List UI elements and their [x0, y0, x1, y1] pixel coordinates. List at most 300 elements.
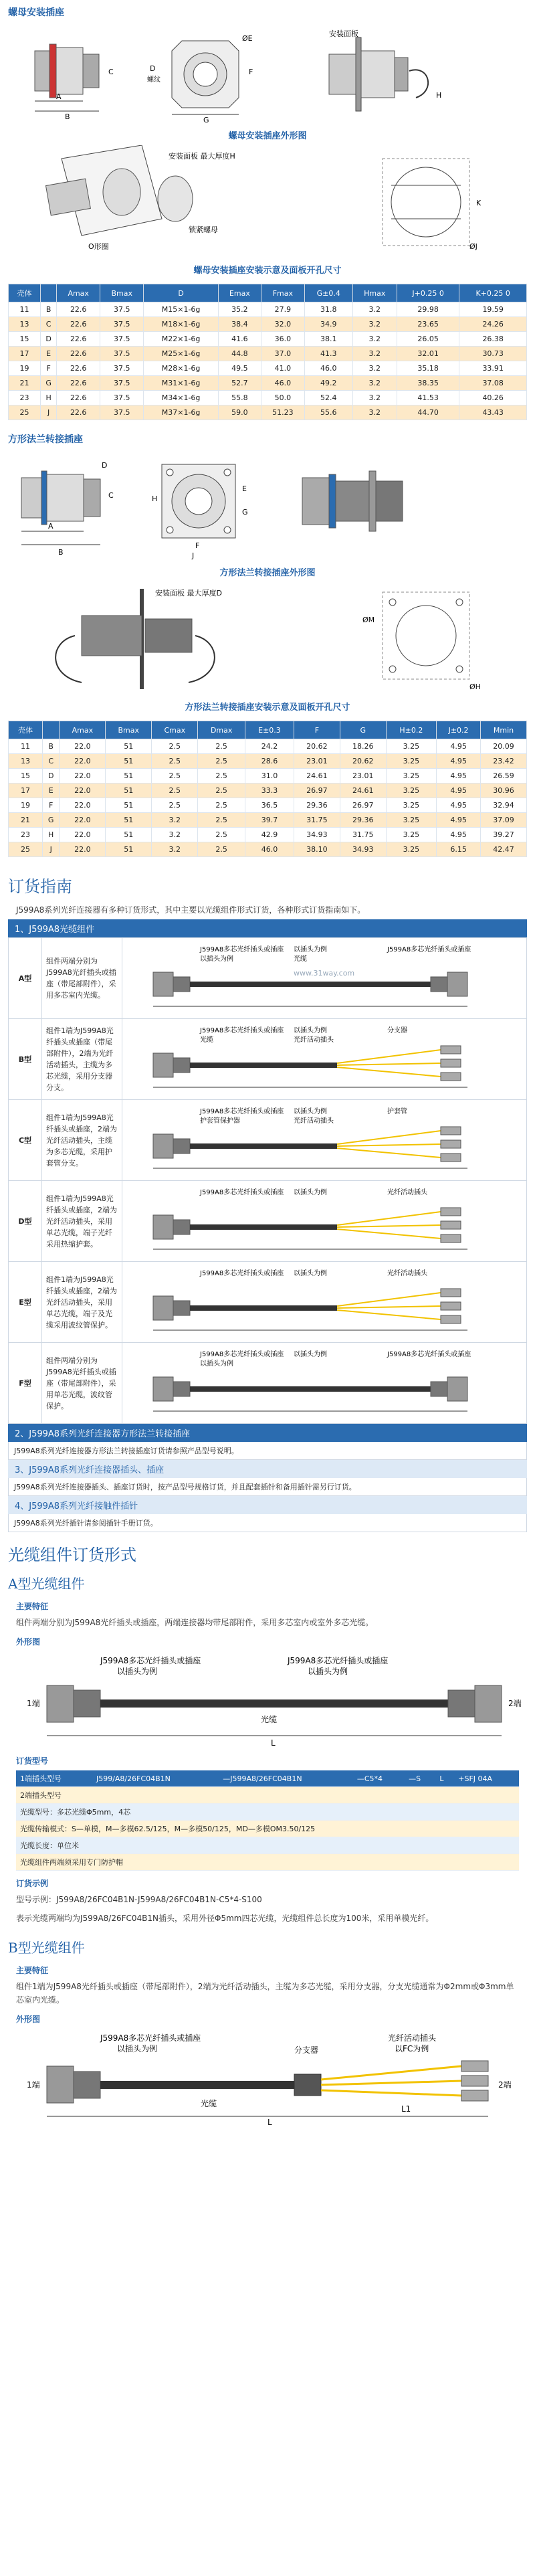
- label2-A: A: [48, 522, 54, 531]
- order-type-svg: [126, 1023, 501, 1093]
- a-figure-heading: 外形图: [16, 1637, 41, 1647]
- s1-cell: 3.2: [352, 317, 397, 332]
- order-type-svg: [126, 1266, 501, 1336]
- s1-cell: F: [41, 361, 57, 376]
- s2-cell: 51: [106, 784, 152, 798]
- order-type-note: 以插头为例: [294, 1189, 327, 1196]
- s1-cell: 3.2: [352, 361, 397, 376]
- s2-cell: 15: [9, 769, 43, 784]
- a-left-sub: 以插头为例: [117, 1667, 158, 1676]
- label2-E: E: [242, 484, 247, 493]
- s2-cell: 2.5: [198, 798, 245, 813]
- order-type-label: D型: [9, 1181, 42, 1262]
- s1-cell: 3.2: [352, 376, 397, 391]
- s2-row: [9, 813, 527, 828]
- s2-cell: 4.95: [437, 739, 481, 754]
- s2-header-4: Cmax: [152, 721, 198, 739]
- order-type-note: 以插头为例: [200, 1360, 233, 1368]
- s1-cell: 37.0: [261, 347, 304, 361]
- model-key-1: 2端插头型号: [16, 1787, 519, 1804]
- s2-header-1: [42, 721, 60, 739]
- s1-cell: 3.2: [352, 391, 397, 405]
- model-val3-0: —C5*4: [353, 1770, 405, 1787]
- s2-cell: 31.75: [340, 828, 386, 842]
- s2-cell: 42.9: [245, 828, 294, 842]
- s2-cell: 32.94: [481, 798, 527, 813]
- s2-cell: 24.2: [245, 739, 294, 754]
- s1-cell: 37.08: [459, 376, 527, 391]
- s1-cell: M28×1-6g: [144, 361, 219, 376]
- flange-install-diagram: [56, 588, 222, 689]
- s1-row: [9, 391, 527, 405]
- b-right-sub: 以FC为例: [395, 2044, 429, 2053]
- b-mid1: 分支器: [294, 2045, 319, 2055]
- s2-cell: 24.61: [340, 784, 386, 798]
- label-C: C: [108, 68, 114, 76]
- s2-cell: 18.26: [340, 739, 386, 754]
- order-type-desc: 组件两端分别为J599A8光纤插头或插座（带尾部附件），采用单芯光缆，波纹管保护。: [42, 1343, 122, 1424]
- s2-cell: 2.5: [152, 769, 198, 784]
- a-left-note: J599A8多芯光纤插头或插座: [100, 1656, 201, 1665]
- ordering-bar4-note: J599A8系列光纤插针请参阅插针手册订货。: [8, 1514, 527, 1532]
- s2-header-11: Mmin: [481, 721, 527, 739]
- order-type-row: [9, 1100, 527, 1181]
- b-type-title: B型光缆组件: [8, 1940, 85, 1956]
- s1-cell: E: [41, 347, 57, 361]
- s2-cell: 6.15: [437, 842, 481, 857]
- order-type-row: [9, 1343, 527, 1424]
- s1-cell: 38.4: [218, 317, 261, 332]
- model-val4-0: —S: [405, 1770, 435, 1787]
- model-key-2: 光缆型号：多芯光缆Φ5mm，4芯: [16, 1804, 519, 1821]
- s1-cell: 19: [9, 361, 41, 376]
- s2-cell: 3.25: [386, 798, 436, 813]
- s1-cell: 22.6: [57, 347, 100, 361]
- s2-cell: 4.95: [437, 784, 481, 798]
- s2-cell: 51: [106, 754, 152, 769]
- order-type-svg: [126, 1185, 501, 1255]
- order-type-note: 光缆: [200, 1036, 213, 1044]
- s2-header-8: G: [340, 721, 386, 739]
- s2-cell: 34.93: [294, 828, 340, 842]
- order-type-note: 以插头为例: [200, 955, 233, 963]
- s1-cell: J: [41, 405, 57, 420]
- s2-cell: 30.96: [481, 784, 527, 798]
- b-L: L: [268, 2118, 272, 2126]
- s1-cell: 22.6: [57, 332, 100, 347]
- s1-header-2: Amax: [57, 284, 100, 302]
- s2-cell: 4.95: [437, 798, 481, 813]
- order-type-note: 以插头为例: [294, 1027, 327, 1034]
- s2-row: [9, 828, 527, 842]
- s2-cell: 22.0: [60, 769, 106, 784]
- s2-cell: 26.97: [340, 798, 386, 813]
- s1-header-5: Emax: [218, 284, 261, 302]
- s1-cell: 22.6: [57, 302, 100, 317]
- nut-receptacle-panel-svg: [8, 145, 527, 259]
- order-type-row: [9, 1262, 527, 1343]
- s2-cell: 3.25: [386, 754, 436, 769]
- s2-header-3: Bmax: [106, 721, 152, 739]
- label2-H: H: [152, 494, 158, 503]
- ordering-bar2-note: J599A8系列光纤连接器方形法兰转接插座订货请参照产品型号说明。: [8, 1442, 527, 1460]
- s1-cell: 26.38: [459, 332, 527, 347]
- s1-cell: H: [41, 391, 57, 405]
- ordering-bar4: 4、J599A8系列光纤接触件插针: [8, 1496, 527, 1514]
- s1-cell: 38.1: [304, 332, 352, 347]
- label2-F: F: [195, 541, 200, 550]
- label-J: ØJ: [469, 242, 477, 251]
- s2-cell: 2.5: [198, 739, 245, 754]
- label-D-sub: 螺纹: [147, 76, 160, 84]
- order-type-label: A型: [9, 938, 42, 1019]
- s1-cell: 17: [9, 347, 41, 361]
- s1-cell: M37×1-6g: [144, 405, 219, 420]
- s2-cell: 39.7: [245, 813, 294, 828]
- model-val6-0: +SFJ 04A: [454, 1770, 519, 1787]
- s2-cell: 20.62: [294, 739, 340, 754]
- s1-header-7: G±0.4: [304, 284, 352, 302]
- label-D: D: [150, 64, 156, 73]
- order-type-svg: [126, 1347, 501, 1417]
- s1-cell: 19.59: [459, 302, 527, 317]
- order-type-svg: [126, 1104, 501, 1174]
- square-flange-outline-svg: [8, 451, 527, 561]
- s1-cell: 30.73: [459, 347, 527, 361]
- s2-cell: 3.2: [152, 828, 198, 842]
- order-type-desc: 组件1端为J599A8光纤插头或插座，2端为光纤活动插头，采用单芯光缆，端子光纤采用热缩护套。: [42, 1181, 122, 1262]
- s2-row: [9, 754, 527, 769]
- nut-receptacle-figure: [8, 24, 527, 280]
- model-row-3: [16, 1821, 519, 1837]
- section2-fig2-caption: 方形法兰转接插座安装示意及面板开孔尺寸: [185, 703, 350, 713]
- order-type-desc: 组件1端为J599A8光纤插头或插座，2端为光纤活动插头，采用单芯光缆，端子及光缆采用波纹管保护。: [42, 1262, 122, 1343]
- b-figure-heading: 外形图: [16, 2015, 41, 2024]
- b-feature-text: 组件1端为J599A8光纤插头或插座（带尾部附件），2端为光纤活动插头，主缆为多芯光缆，采用分支器，分支光缆通常为Φ2mm或Φ3mm单芯室内光缆。: [16, 1982, 514, 2005]
- s2-header-7: F: [294, 721, 340, 739]
- a-feature-text: 组件两端分别为J599A8光纤插头或插座，两端连接器均带尾部附件，采用多芯室内或室外多芯光缆。: [16, 1618, 374, 1627]
- label-K: K: [476, 199, 481, 207]
- s2-cell: 26.97: [294, 784, 340, 798]
- ordering-intro: J599A8系列光纤连接器有多种订货形式，其中主要以光缆组件形式订货，各种形式订货指南如下。: [16, 905, 366, 915]
- s1-cell: 37.5: [100, 302, 144, 317]
- s1-cell: 32.0: [261, 317, 304, 332]
- order-type-note: 分支器: [387, 1027, 407, 1034]
- s2-cell: 38.10: [294, 842, 340, 857]
- order-type-row: [9, 1181, 527, 1262]
- label-H: H: [436, 91, 442, 100]
- s1-cell: 22.6: [57, 391, 100, 405]
- s2-cell: C: [42, 754, 60, 769]
- connector-front-view: [147, 34, 253, 124]
- flange-photo: [302, 471, 403, 531]
- s2-cell: 22.0: [60, 798, 106, 813]
- flange-side-view: [21, 461, 114, 557]
- s2-cell: 3.25: [386, 813, 436, 828]
- example-1: 型号示例：J599A8/26FC04B1N-J599A8/26FC04B1N-C5*4-S100: [16, 1895, 262, 1904]
- s2-cell: 13: [9, 754, 43, 769]
- s1-header-3: Bmax: [100, 284, 144, 302]
- order-type-note: J599A8多芯光纤插头或插座: [200, 1189, 284, 1196]
- s2-cell: 22.0: [60, 784, 106, 798]
- s2-row: [9, 739, 527, 754]
- order-type-figure: [122, 1100, 527, 1181]
- s1-cell: 55.6: [304, 405, 352, 420]
- order-type-note: 光纤活动插头: [387, 1270, 427, 1277]
- panel-cutout: [383, 159, 481, 251]
- s1-row: [9, 347, 527, 361]
- s1-cell: 41.0: [261, 361, 304, 376]
- s2-cell: G: [42, 813, 60, 828]
- s2-cell: 22.0: [60, 739, 106, 754]
- s2-cell: D: [42, 769, 60, 784]
- label-G: G: [203, 116, 209, 124]
- label2-C: C: [108, 491, 114, 500]
- order-type-figure: [122, 1262, 527, 1343]
- b-right-note: 光纤活动插头: [388, 2033, 437, 2043]
- s1-cell: 25: [9, 405, 41, 420]
- a-L: L: [271, 1738, 276, 1748]
- a-end1: 1端: [27, 1699, 40, 1708]
- s2-cell: 51: [106, 813, 152, 828]
- s2-cell: 2.5: [198, 842, 245, 857]
- section1-fig1-caption: 螺母安装插座外形图: [228, 131, 307, 141]
- order-type-note: 以插头为例: [294, 1108, 327, 1115]
- s2-cell: 46.0: [245, 842, 294, 857]
- s2-cell: 23.01: [340, 769, 386, 784]
- model-heading: 订货型号: [16, 1756, 49, 1766]
- s2-cell: 19: [9, 798, 43, 813]
- s2-cell: 25: [9, 842, 43, 857]
- s1-cell: 37.5: [100, 405, 144, 420]
- s1-cell: 41.3: [304, 347, 352, 361]
- s1-cell: 29.98: [397, 302, 459, 317]
- example-2: 表示光缆两端均为J599A8/26FC04B1N插头，采用外径Φ5mm四芯光缆，光缆组件总长度为100米，采用单模光纤。: [16, 1914, 434, 1923]
- s1-cell: 41.53: [397, 391, 459, 405]
- s2-cell: 2.5: [198, 754, 245, 769]
- s1-cell: 38.35: [397, 376, 459, 391]
- s2-cell: 33.3: [245, 784, 294, 798]
- model-val2-0: —J599A8/26FC04B1N: [219, 1770, 353, 1787]
- s1-header-6: Fmax: [261, 284, 304, 302]
- s2-cell: 31.0: [245, 769, 294, 784]
- order-type-note: J599A8多芯光纤插头或插座: [387, 1351, 471, 1358]
- section1-table-header: [9, 284, 527, 302]
- s1-row: [9, 317, 527, 332]
- label-o-ring: O形圈: [88, 242, 109, 251]
- connector-side-view: [35, 44, 114, 121]
- section2-fig1-caption: 方形法兰转接插座外形图: [219, 568, 316, 578]
- s1-header-10: K+0.25 0: [459, 284, 527, 302]
- order-type-note: 光纤活动插头: [387, 1189, 427, 1196]
- s1-cell: 59.0: [218, 405, 261, 420]
- b-left-note: J599A8多芯光纤插头或插座: [100, 2033, 201, 2043]
- order-type-note: 光纤活动插头: [294, 1036, 334, 1044]
- order-type-label: C型: [9, 1100, 42, 1181]
- model-key-4: 光缆长度：单位米: [16, 1837, 519, 1854]
- order-type-note: J599A8多芯光纤插头或插座: [387, 946, 471, 953]
- order-type-note: 护套管保护器: [200, 1117, 240, 1125]
- s1-cell: 37.5: [100, 332, 144, 347]
- section2-spec-table: [8, 721, 527, 857]
- label-E: ØE: [242, 34, 253, 43]
- section2-title: 方形法兰转接插座: [8, 434, 83, 445]
- s2-cell: 20.09: [481, 739, 527, 754]
- b-end2: 2端: [498, 2080, 512, 2090]
- label2-D: D: [102, 461, 108, 470]
- model-row-1: [16, 1787, 519, 1804]
- ordering-title: 订货指南: [8, 877, 72, 896]
- s2-cell: 22.0: [60, 828, 106, 842]
- b-end1: 1端: [27, 2080, 40, 2090]
- s1-cell: M22×1-6g: [144, 332, 219, 347]
- order-type-svg: [126, 942, 501, 1012]
- order-type-note: 以插头为例: [294, 1351, 327, 1358]
- s2-cell: 29.36: [294, 798, 340, 813]
- order-type-note: J599A8多芯光纤插头或插座: [200, 1108, 284, 1115]
- order-type-note: 光纤活动插头: [294, 1117, 334, 1125]
- square-flange-panel-svg: [8, 582, 527, 696]
- s2-cell: 3.2: [152, 842, 198, 857]
- section1-fig2-caption: 螺母安装插座安装示意及面板开孔尺寸: [193, 266, 342, 276]
- order-type-desc: 组件两端分别为J599A8光纤插头或插座（带尾部附件），采用多芯室内光缆。: [42, 938, 122, 1019]
- a-cable-label: 光缆: [261, 1715, 278, 1724]
- s2-cell: 3.25: [386, 739, 436, 754]
- label-F: F: [249, 68, 253, 76]
- s2-cell: 4.95: [437, 828, 481, 842]
- order-type-row: [9, 1019, 527, 1100]
- a-right-sub: 以插头为例: [308, 1667, 348, 1676]
- s1-cell: 22.6: [57, 405, 100, 420]
- s1-cell: 37.5: [100, 391, 144, 405]
- s2-cell: 22.0: [60, 754, 106, 769]
- label-A: A: [56, 92, 62, 101]
- s1-cell: 11: [9, 302, 41, 317]
- order-type-label: E型: [9, 1262, 42, 1343]
- model-row-head: [16, 1770, 519, 1787]
- s2-header-10: J±0.2: [437, 721, 481, 739]
- a-end2: 2端: [508, 1699, 522, 1708]
- s1-cell: 37.5: [100, 347, 144, 361]
- s2-row: [9, 784, 527, 798]
- s2-cell: 51: [106, 739, 152, 754]
- s2-cell: 26.59: [481, 769, 527, 784]
- s1-cell: 51.23: [261, 405, 304, 420]
- order-type-note: J599A8多芯光纤插头或插座: [200, 1351, 284, 1358]
- s1-header-4: D: [144, 284, 219, 302]
- order-type-desc: 组件1端为J599A8光纤插头或插座（带尾部附件），2端为光纤活动插头，主缆为多芯光缆，采用分支器分支。: [42, 1019, 122, 1100]
- model-val-0: J599/A8/26FC04B1N: [92, 1770, 219, 1787]
- s2-cell: 51: [106, 828, 152, 842]
- label-panel-thickness: 安装面板 最大厚度H: [169, 152, 235, 161]
- s2-cell: 42.47: [481, 842, 527, 857]
- model-row-5: [16, 1854, 519, 1871]
- s2-cell: E: [42, 784, 60, 798]
- b-mid2: 光缆: [201, 2099, 217, 2108]
- s2-cell: 22.0: [60, 813, 106, 828]
- s1-cell: M18×1-6g: [144, 317, 219, 332]
- s2-cell: 51: [106, 769, 152, 784]
- label2-M: ØM: [362, 616, 375, 624]
- order-type-note: J599A8多芯光纤插头或插座: [200, 1270, 284, 1277]
- ordering-bar3: 3、J599A8系列光纤连接器插头、插座: [8, 1460, 527, 1478]
- s1-row: [9, 361, 527, 376]
- s2-cell: F: [42, 798, 60, 813]
- s1-cell: 27.9: [261, 302, 304, 317]
- s1-cell: 23.65: [397, 317, 459, 332]
- s2-cell: 28.6: [245, 754, 294, 769]
- order-type-label: F型: [9, 1343, 42, 1424]
- s1-cell: 52.7: [218, 376, 261, 391]
- s2-cell: 23.42: [481, 754, 527, 769]
- s2-cell: 22.0: [60, 842, 106, 857]
- s2-cell: 21: [9, 813, 43, 828]
- s2-cell: 51: [106, 798, 152, 813]
- s1-cell: 37.5: [100, 317, 144, 332]
- s1-cell: 22.6: [57, 361, 100, 376]
- s2-cell: 4.95: [437, 754, 481, 769]
- s2-cell: 2.5: [152, 739, 198, 754]
- order-type-note: 护套管: [387, 1108, 407, 1115]
- label2-J: J: [192, 551, 195, 560]
- label-B: B: [65, 112, 70, 121]
- nut-receptacle-outline-svg: [8, 24, 527, 124]
- s1-cell: 22.6: [57, 376, 100, 391]
- s2-cell: B: [42, 739, 60, 754]
- section2-table-header: [9, 721, 527, 739]
- order-type-note: 以插头为例: [294, 1270, 327, 1277]
- order-type-note: 光缆: [294, 955, 307, 963]
- s1-cell: M25×1-6g: [144, 347, 219, 361]
- s1-row: [9, 302, 527, 317]
- s1-cell: 24.26: [459, 317, 527, 332]
- s1-cell: 50.0: [261, 391, 304, 405]
- order-type-note: 以插头为例: [294, 946, 327, 953]
- s2-cell: 4.95: [437, 813, 481, 828]
- s1-cell: 55.8: [218, 391, 261, 405]
- b-type-figure: [0, 2026, 535, 2126]
- s1-cell: M15×1-6g: [144, 302, 219, 317]
- s1-cell: B: [41, 302, 57, 317]
- s1-cell: 35.2: [218, 302, 261, 317]
- s2-cell: 36.5: [245, 798, 294, 813]
- s2-header-2: Amax: [60, 721, 106, 739]
- flange-front-view: [152, 464, 248, 560]
- b-L1: L1: [401, 2104, 411, 2114]
- cable-order-title: 光缆组件订货形式: [8, 1546, 136, 1564]
- s2-row: [9, 842, 527, 857]
- square-flange-figure: [8, 451, 527, 717]
- ordering-bar1: 1、J599A8光缆组件: [8, 919, 527, 937]
- s1-row: [9, 332, 527, 347]
- order-type-label: B型: [9, 1019, 42, 1100]
- s1-cell: 32.01: [397, 347, 459, 361]
- s2-header-5: Dmax: [198, 721, 245, 739]
- s1-cell: 46.0: [304, 361, 352, 376]
- s1-cell: 22.6: [57, 317, 100, 332]
- s2-header-9: H±0.2: [386, 721, 436, 739]
- s2-cell: 2.5: [198, 828, 245, 842]
- s2-cell: 39.27: [481, 828, 527, 842]
- b-feature-heading: 主要特征: [16, 1966, 49, 1975]
- s1-cell: M31×1-6g: [144, 376, 219, 391]
- model-key-5: 光缆组件两端须采用专门防护帽: [16, 1854, 519, 1871]
- model-row-2: [16, 1804, 519, 1821]
- s1-cell: 36.0: [261, 332, 304, 347]
- s2-cell: 3.25: [386, 842, 436, 857]
- model-val5-0: L: [435, 1770, 454, 1787]
- s2-cell: 2.5: [198, 769, 245, 784]
